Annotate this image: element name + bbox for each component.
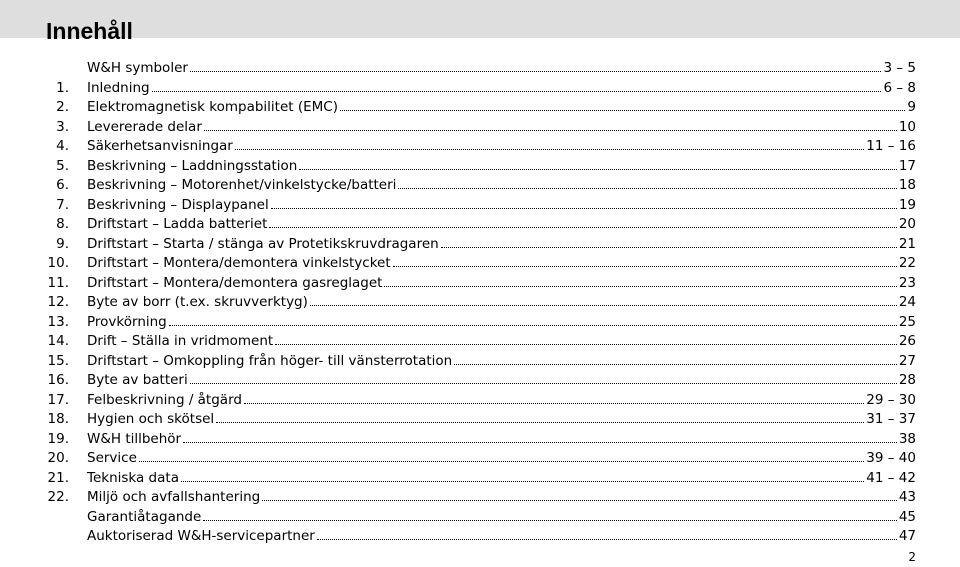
toc-entry-line xyxy=(87,313,916,333)
toc-dot-leader xyxy=(441,246,897,248)
toc-entry[interactable] xyxy=(40,157,916,177)
toc-entry-page[interactable]: 23 xyxy=(898,274,916,291)
toc-entry-number: 17. xyxy=(47,391,69,408)
toc-entry-number: 12. xyxy=(47,294,69,310)
toc-entry-number: 14. xyxy=(47,333,69,349)
toc-entry-line xyxy=(87,118,916,138)
toc-entry[interactable] xyxy=(40,410,916,430)
toc-entry[interactable] xyxy=(40,118,916,138)
toc-entry-page[interactable]: 27 xyxy=(898,352,916,369)
toc-dot-leader xyxy=(152,90,882,92)
toc-entry-line xyxy=(87,254,916,274)
toc-entry-line xyxy=(87,371,916,391)
toc-entry[interactable] xyxy=(40,449,916,469)
toc-entry-line xyxy=(87,527,916,547)
toc-entry-line xyxy=(87,293,916,313)
toc-entry-title[interactable]: Driftstart – Montera/demontera vinkelstycket xyxy=(87,255,391,271)
toc-dot-leader xyxy=(275,343,897,345)
toc-entry-title[interactable]: Tekniska data xyxy=(87,469,179,486)
toc-entry-title[interactable]: Felbeskrivning / åtgärd xyxy=(87,391,242,408)
toc-entry-title[interactable]: Provkörning xyxy=(87,313,167,330)
toc-dot-leader xyxy=(183,441,897,443)
toc-entry-title[interactable]: Levererade delar xyxy=(87,118,202,135)
toc-dot-leader xyxy=(190,70,882,72)
toc-entry-title[interactable]: Auktoriserad W&H-servicepartner xyxy=(87,528,315,544)
toc-entry-number: 4. xyxy=(56,138,69,154)
toc-dot-leader xyxy=(384,285,896,287)
toc-entry[interactable] xyxy=(40,391,916,411)
toc-entry-page[interactable]: 6 – 8 xyxy=(883,79,916,96)
toc-entry-number: 3. xyxy=(56,118,69,135)
toc-entry-title[interactable]: Beskrivning – Laddningsstation xyxy=(87,157,298,174)
toc-entry-title[interactable]: W&H symboler xyxy=(87,60,188,76)
page-number: 2 xyxy=(908,550,916,564)
toc-entry-line xyxy=(87,157,916,177)
toc-entry[interactable] xyxy=(40,332,916,352)
toc-entry-number: 11. xyxy=(47,274,69,291)
toc-entry-number: 22. xyxy=(47,489,69,505)
toc-entry[interactable] xyxy=(40,274,916,294)
toc-entry[interactable] xyxy=(40,235,916,255)
toc-dot-leader xyxy=(269,226,896,228)
toc-dot-leader xyxy=(271,207,897,209)
toc-entry-line xyxy=(87,215,916,235)
toc-entry[interactable] xyxy=(40,469,916,489)
toc-entry-line xyxy=(87,79,916,99)
toc-entry-line xyxy=(87,235,916,255)
toc-dot-leader xyxy=(204,129,897,131)
toc-entry-title[interactable]: Driftstart – Starta / stänga av Protetikskruvdragaren xyxy=(87,235,439,252)
toc-entry-number: 13. xyxy=(47,313,69,330)
toc-entry[interactable] xyxy=(40,98,916,118)
toc-dot-leader xyxy=(393,265,897,267)
toc-dot-leader xyxy=(454,363,897,365)
toc-entry-number: 5. xyxy=(56,157,69,174)
toc-entry[interactable] xyxy=(40,79,916,99)
toc-dot-leader xyxy=(235,148,864,150)
toc-entry-page[interactable]: 31 – 37 xyxy=(866,411,916,427)
toc-entry-title[interactable]: Beskrivning – Displaypanel xyxy=(87,196,269,213)
toc-entry-page[interactable]: 47 xyxy=(898,528,916,544)
toc-entry-number: 19. xyxy=(47,430,69,447)
toc-dot-leader xyxy=(203,519,897,521)
toc-entry[interactable] xyxy=(40,59,916,79)
toc-entry-page[interactable]: 19 xyxy=(898,196,916,213)
toc-entry-title[interactable]: Byte av borr (t.ex. skruvverktyg) xyxy=(87,294,308,310)
toc-entry-line xyxy=(87,391,916,411)
toc-dot-leader xyxy=(340,109,905,111)
toc-entry-line xyxy=(87,98,916,118)
toc-dot-leader xyxy=(139,460,864,462)
toc-entry-title[interactable]: Elektromagnetisk kompabilitet (EMC) xyxy=(87,99,338,115)
toc-entry-title[interactable]: Garantiåtagande xyxy=(87,508,202,525)
toc-entry[interactable] xyxy=(40,352,916,372)
toc-entry-number: 8. xyxy=(56,216,69,232)
toc-entry[interactable] xyxy=(40,430,916,450)
toc-entry-title[interactable]: Inledning xyxy=(87,79,150,96)
toc-entry-line xyxy=(87,59,916,79)
toc-dot-leader xyxy=(310,304,897,306)
toc-dot-leader xyxy=(216,421,864,423)
toc-entry-number: 2. xyxy=(56,99,69,115)
toc-entry-title[interactable]: Driftstart – Montera/demontera gasreglaget xyxy=(87,274,383,291)
toc-entry-number: 10. xyxy=(47,255,69,271)
toc-entry-title[interactable]: Miljö och avfallshantering xyxy=(87,489,261,505)
toc-entry-line xyxy=(87,196,916,216)
toc-entry-page[interactable]: 11 – 16 xyxy=(866,138,916,154)
toc-entry[interactable] xyxy=(40,293,916,313)
toc-entry-page[interactable]: 29 – 30 xyxy=(866,391,916,408)
toc-entry-page[interactable]: 39 – 40 xyxy=(866,450,916,466)
toc-entry-number: 1. xyxy=(56,79,69,96)
toc-entry[interactable] xyxy=(40,254,916,274)
page-title: Innehåll xyxy=(46,18,133,45)
toc-entry-number: 18. xyxy=(47,411,69,427)
toc-entry-page[interactable]: 38 xyxy=(898,430,916,447)
toc-entry-page[interactable]: 26 xyxy=(898,333,916,349)
toc-dot-leader xyxy=(181,480,864,482)
toc-entry[interactable] xyxy=(40,527,916,547)
toc-entry-line xyxy=(87,488,916,508)
toc-dot-leader xyxy=(299,168,896,170)
toc-dot-leader xyxy=(244,402,864,404)
toc-entry[interactable] xyxy=(40,215,916,235)
toc-entry[interactable] xyxy=(40,508,916,528)
toc-entry-page[interactable]: 21 xyxy=(898,235,916,252)
toc-entry-title[interactable]: W&H tillbehör xyxy=(87,430,182,447)
toc-entry-line xyxy=(87,352,916,372)
toc-entry-page[interactable]: 3 – 5 xyxy=(883,60,916,76)
toc-entry-page[interactable]: 18 xyxy=(898,177,916,193)
toc-entry-page[interactable]: 25 xyxy=(898,313,916,330)
toc-entry-line xyxy=(87,449,916,469)
toc-entry-page[interactable]: 22 xyxy=(898,255,916,271)
toc-dot-leader xyxy=(190,382,897,384)
toc-entry-title[interactable]: Säkerhetsanvisningar xyxy=(87,138,233,154)
toc-entry-number: 15. xyxy=(47,352,69,369)
toc-entry[interactable] xyxy=(40,371,916,391)
toc-entry-page[interactable]: 10 xyxy=(898,118,916,135)
toc-entry-page[interactable]: 43 xyxy=(898,489,916,505)
toc-entry-title[interactable]: Byte av batteri xyxy=(87,372,188,388)
toc-entry-title[interactable]: Drift – Ställa in vridmoment xyxy=(87,333,274,349)
toc-entry[interactable] xyxy=(40,488,916,508)
toc-entry-page[interactable]: 41 – 42 xyxy=(866,469,916,486)
toc-entry-line xyxy=(87,410,916,430)
toc-entry-page[interactable]: 45 xyxy=(898,508,916,525)
toc-entry-title[interactable]: Beskrivning – Motorenhet/vinkelstycke/batteri xyxy=(87,177,397,193)
toc-dot-leader xyxy=(262,499,897,501)
toc-entry-title[interactable]: Driftstart – Omkoppling från höger- till vänsterrotation xyxy=(87,352,453,369)
toc-dot-leader xyxy=(169,324,897,326)
toc-entry-line xyxy=(87,508,916,528)
toc-entry-title[interactable]: Driftstart – Ladda batteriet xyxy=(87,216,268,232)
toc-entry[interactable] xyxy=(40,196,916,216)
toc-entry-page[interactable]: 24 xyxy=(898,294,916,310)
table-of-contents xyxy=(40,59,916,547)
toc-entry-page[interactable]: 28 xyxy=(898,372,916,388)
toc-entry-page[interactable]: 17 xyxy=(898,157,916,174)
toc-entry-title[interactable]: Hygien och skötsel xyxy=(87,411,215,427)
toc-dot-leader xyxy=(398,187,896,189)
toc-entry-number: 20. xyxy=(47,450,69,466)
toc-entry-number: 16. xyxy=(47,372,69,388)
toc-entry-line xyxy=(87,137,916,157)
toc-entry-line xyxy=(87,469,916,489)
toc-entry-line xyxy=(87,430,916,450)
toc-entry[interactable] xyxy=(40,176,916,196)
toc-entry-page[interactable]: 20 xyxy=(898,216,916,232)
toc-entry-page[interactable]: 9 xyxy=(907,99,916,115)
toc-entry-line xyxy=(87,274,916,294)
toc-entry-number: 7. xyxy=(56,196,69,213)
toc-dot-leader xyxy=(317,538,897,540)
toc-entry-line xyxy=(87,332,916,352)
toc-entry-number: 9. xyxy=(56,235,69,252)
toc-entry[interactable] xyxy=(40,313,916,333)
toc-entry-line xyxy=(87,176,916,196)
toc-entry[interactable] xyxy=(40,137,916,157)
toc-entry-number: 21. xyxy=(47,469,69,486)
toc-entry-title[interactable]: Service xyxy=(87,450,137,466)
toc-entry-number: 6. xyxy=(56,177,69,193)
header-band xyxy=(0,0,960,45)
